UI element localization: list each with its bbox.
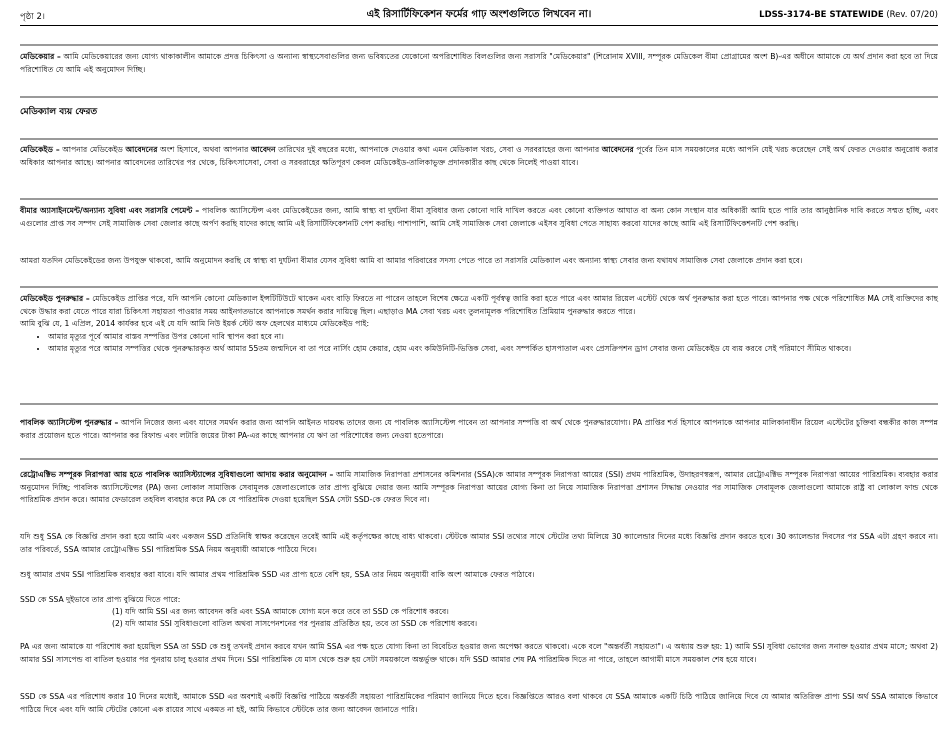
ssi-way-2: (2) যদি আমার SSI সুবিধাগুলো বাতিল অথবা সাসপেনশনের পর পুনরায় প্রতিষ্ঠিত হয়, তবে তা SSD কে পরিশোধ করবে। xyxy=(112,619,478,628)
ssi-heading: রেট্রোএক্টিভ সম্পূরক নিরাপত্তা আয় হতে পাবলিক অ্যাসিস্ট্যান্সের সুবিধাগুলো আদায় করার অনুমোদন – xyxy=(20,470,334,479)
medicaid-heading: মেডিকেইড – xyxy=(20,145,60,154)
medicaid-recovery-list xyxy=(20,331,938,356)
ssi-section xyxy=(20,469,938,507)
medicare-section xyxy=(20,51,938,76)
form-revision: (Rev. 07/20) xyxy=(886,10,938,20)
medicaid-recovery-section xyxy=(20,293,938,356)
divider-ssi xyxy=(20,458,938,460)
insurance-authorization: আমরা যতদিন মেডিকেইডের জন্য উপযুক্ত থাকবো, আমি অনুমোদন করছি যে স্বাস্থ্য বা দুর্ঘটনা বীমার যেসব সুবিধা আমি বা আমার পরিবারের সদস্য পেতে পারে তা সরাসরি মেডিক্যাল এবং অন্যান্য স্বাস্থ্য সেবার জন্য যথাযথ সামাজিক সেবা জেলাকে প্রদান করা হবে। xyxy=(20,256,803,265)
medicare-heading: মেডিকেয়ার – xyxy=(20,52,61,61)
ssi-first-payment-paragraph: শুধু আমার প্রথম SSI পারিশ্রমিক ব্যবহার করা যাবে। যদি আমার প্রথম পারিশ্রমিক SSD এর প্রাপ্য হতে বেশি হয়, SSA তার নিয়ম অনুযায়ী বাকি অংশ আমাকে ফেরত পাঠাবে। xyxy=(20,570,535,579)
ssi-interim-paragraph: PA এর জন্য আমাকে যা পরিশোধ করা হয়েছিল SSA তা SSD কে শুধু তখনই প্রদান করবে যখন আমি SSA এর পক্ষ হতে যোগ্য কিনা তা বিবেচিত হওয়ার জন্য অপেক্ষা করতে থাকবো। একে বলে "অন্তর্বর্তী সহায়তা"। এ অধ্যায় শুরু হয়: 1) আমি SSI সুবিধা ভোগের জন্য সনাক্ত হওয়ার প্রথম মাসে; অথবা 2) আমার SSI সাসপেন্ড বা বাতিল হওয়ার পর পুনরায় চালু হওয়ার প্রথম দিনে। SSI পারিশ্রমিক যে মাস থেকে শুরু হয় সেটা সময়কালে অন্তর্ভুক্ত থাকে। যদি SSD আমার শেষ PA পারিশ্রমিক দিতে না পারে, তাহলে আগামী মাসে সময়কাল শেষ হয়ে যাবে। xyxy=(20,642,938,664)
divider-insurance xyxy=(20,198,938,200)
medicaid-bold-2: আবেদন xyxy=(250,145,276,154)
ssi-way-1: (1) যদি আমি SSI এর জন্য আবেদন করি এবং SSA আমাকে যোগ্য মনে করে তবে তা SSD কে পরিশোধ করবে। xyxy=(112,607,449,616)
page-title: এই রিসার্টিফিকেশন ফর্মের গাঢ় অংশগুলিতে লিখবেন না। xyxy=(366,9,592,20)
list-item: • আমার মৃত্যুর পরে আমার সম্পত্তির থেকে পুনরুদ্ধারকৃত অর্থ আমার 55তম জন্মদিনে বা তা পরে নার্সিং হোম কেয়ার, হোম এবং কমিউনিটি-ভিত্তিক সেবা, এবং সম্পর্কিত হাসপাতাল এবং প্রেসক্রিপশন ড্রাগ সেবার জন্য মেডিকেইড যে ব্যয় করবে সেই পরিমাণে সীমিত থাকবে। xyxy=(48,343,938,356)
medicaid-text-1: আপনার মেডিকেইড xyxy=(62,145,123,154)
insurance-heading: বীমার অ্যাসাইনমেন্ট/অন্যান্য সুবিধা এবং সরাসরি পেমেন্ট – xyxy=(20,206,200,215)
divider-medicare xyxy=(20,44,938,46)
medicaid-text-4: পূর্বের তিন মাস সময়কালের মধ্যে আপনি যেই খরচ করেছেন সেই অর্থ ফেরত দেওয়ার অনুরোধ করার অধিকার আপনার আছে। আপনার আবেদনের তারিখের পর থেকে, চিকিৎসাসেবা, সেবা ও সরবরাহের ক্ষতিপূরণ কেবল মেডিকেইড-তালিকাভুক্ত প্রদানকারীর কাছ থেকে নিলেই পাওয়া যাবে। xyxy=(20,145,939,167)
medicaid-recovery-intro: আমি বুঝি যে, 1 এপ্রিল, 2014 কার্যকর হবে এই যে যদি আমি নিউ ইয়র্ক স্টেট অফ হেলথের মাধ্যমে মেডিকেইড পাই: xyxy=(20,319,370,328)
list-item: • আমার মৃত্যুর পূর্বে আমার বাস্তব সম্পত্তির উপর কোনো দাবি স্থাপন করা হবে না। xyxy=(48,331,938,344)
page-number: পৃষ্ঠা 2। xyxy=(20,12,45,22)
medicaid-recovery-text: মেডিকেইড প্রাপ্তির পরে, যদি আপনি কোনো মেডিক্যাল ইন্সটিটিউটে থাকেন এবং বাড়ি ফিরতে না পারেন তাহলে বিশেষ ক্ষেত্রে একটি পূর্বস্বত্ব জারি করা হতে পারে এবং আমার রিয়েল এস্টেট থেকে অর্থ পুনরুদ্ধার করা হতে পারে। আপনার পক্ষ থেকে পরিশোধিত MA সেই ব্যক্তিদের কাছ থেকে উদ্ধার করা যেতে পারে যারা চিকিৎসা সহায়তা পাওয়ার সময় আইনগতভাবে আপনাকে সমর্থন করার দায়িত্বে ছিল। এছাড়াও MA সেবা খরচ এবং তুলনামূলক পরিশোধিত প্রিমিয়াম পুনরুদ্ধার করতে পারে। xyxy=(20,294,938,316)
divider-medicaid xyxy=(20,138,938,140)
ssi-ways-intro: SSD কে SSA দুইভাবে তার প্রাপ্য বুঝিয়ে দিতে পারে: xyxy=(20,595,181,604)
form-code: LDSS-3174-BE STATEWIDE xyxy=(759,10,884,20)
ssi-notice-paragraph: যদি শুধু SSA কে বিজ্ঞপ্তি প্রদান করা হয়ে আমি এবং একজন SSD প্রতিনিধি স্বাক্ষর করেছেন তবেই আমি এই কর্তৃপক্ষের কাছে বাধ্য থাকবো। স্টেটকে আমার SSI তথ্যের সাথে স্টেটের তথ্য মিলিয়ে 30 ক্যালেন্ডার দিনের মধ্যে বিজ্ঞপ্তি প্রদান করতে হবে। 30 ক্যালেন্ডার দিবসের পর SSA এটা গ্রহণ করবে না। তার পরিবর্তে, SSA আমার রেট্রোএক্টিভ SSI পারিশ্রমিক SSA নিয়ম অনুযায়ী আমাকে পাঠিয়ে দিবে। xyxy=(20,532,939,554)
medicaid-bold-3: আবেদনের xyxy=(601,145,634,154)
form-id xyxy=(759,10,938,20)
pa-recovery-text: আপনি নিজের জন্য এবং যাদের সমর্থন করার জন্য আপনি আইনত দায়বদ্ধ তাদের জন্য যে পাবলিক অ্যাসিস্টেন্স পাবেন তা আপনার সম্পত্তি বা অর্থ থেকে পুনরুদ্ধারযোগ্য। PA প্রাপ্তির শর্ত হিসাবে আপনাকে আপনার মালিকানাধীন রিয়েল এস্টেটের চুক্তিবা বন্ধকীর কাজ সম্পন্ন করার প্রয়োজন হতে পারে। আপনার কর রিফান্ড এবং লটারি জয়ের টাকা PA-এর কাছে আপনার যে ঋণ তা পরিশোধের জন্য নেওয়া হতেপারে। xyxy=(20,418,938,440)
ssi-notice-10-days-paragraph: SSD কে SSA এর পরিশোধ করার 10 দিনের মধ্যেই, আমাকে SSD এর অবশ্যই একটি বিজ্ঞপ্তি পাঠিয়ে অন্তর্বর্তী সহায়তা পারিশ্রমিকের পরিমাণ জানিয়ে দিতে হবে। বিজ্ঞপ্তিতে আরও বলা থাকবে যে SSA আমাকে একটি চিঠি পাঠিয়ে জানিয়ে দিবে যে আমার অতিরিক্ত প্রাপ্য SSI অর্থ SSA আমাকে কিভাবে পাঠিয়ে দিবে এবং যদি আমি স্টেটের কোনো এক রায়ের সাথে একমত না হই, আমি কিভাবে স্টেটকে তার জন্য আবেদন জানাতে পারি। xyxy=(20,692,938,714)
medicaid-bold-1: আবেদনের xyxy=(125,145,158,154)
medicaid-text-3: তারিখের দুই বছরের মধ্যে, আপনাকে দেওয়ার কথা এমন মেডিকাল খরচ, সেবা ও সরবরাহের জন্য আপনার xyxy=(278,145,600,154)
medicaid-section xyxy=(20,144,938,169)
medicare-text: আমি মেডিকেয়ারের জন্য যোগ্য থাকাকালীন আমাকে প্রদত্ত চিকিৎসা ও অন্যান্য স্বাস্থ্যসেবাগুলির জন্য ভবিষ্যতের যেকোনো অপরিশোধিত বিলগুলির জন্য সরাসরি "মেডিকেয়ার" (শিরোনাম XVIII, সম্পূরক মেডিকেল বীমা প্রোগ্রামের অংশ B)-এর অধীনে আমাকে যে অর্থ প্রদান করা হবে তা দিয়ে পরিশোধিত যে আমি এই অনুমোদন দিচ্ছি। xyxy=(20,52,938,74)
divider-medicaid-recovery xyxy=(20,286,938,288)
pa-recovery-heading: পাবলিক অ্যাসিস্টেন্স পুনরুদ্ধার – xyxy=(20,418,119,427)
divider-medical-refund xyxy=(20,96,938,98)
header-divider xyxy=(20,25,938,26)
insurance-section xyxy=(20,205,938,230)
medical-refund-heading: মেডিক্যাল ব্যয় ফেরত xyxy=(20,107,98,117)
medicaid-recovery-heading: মেডিকেইড পুনরুদ্ধার – xyxy=(20,294,90,303)
insurance-text: পাবলিক অ্যাসিস্টেন্স এবং মেডিকেইডের জন্য, আমি স্বাস্থ্য বা দুর্ঘটনা বীমা সুবিধার জন্য কোনো দাবি দাখিল করতে এবং কোনো ব্যক্তিগত আঘাত বা অন্য কোন সংস্থান যার অধিকারী আমি হতে পারি তার আনুষ্ঠানিক দাবি করতে সম্মত হচ্ছি, এবং এগুলোর প্রাপ্ত সব সম্পদ সেই সামাজিক সেবা জেলার কাছে অর্পণ করছি যাদের কাছে আমি এই রিসার্টিফিকেশনটি পেশ করছি। পাশাপাশি, আমি সেই সামাজিক সেবা জেলাকে এইসব সুবিধা পেতে সাহায্য করবো যাদের কাছে আমি এই রিসার্টিফিকেশনটি পেশ করছি। xyxy=(20,206,939,228)
divider-pa-recovery xyxy=(20,403,938,405)
page-header xyxy=(20,6,938,22)
ssi-text: আমি সামাজিক নিরাপত্তা প্রশাসনের কমিশনার (SSA)কে আমার সম্পূরক নিরাপত্তা আয়ের (SSI) প্রথম পারিশ্রমিক, উদাহরণস্বরূপ, আমার রেট্রোএক্টিভ সম্পূরক নিরাপত্তা আয়ের পারিশ্রমিক। ব্যবহার করার অনুমোদন দিচ্ছি; পাবলিক অ্যাসিস্টেন্সের (PA) জন্য লোকাল সামাজিক সেবামূলক জেলাগুলোকে তার প্রাপ্য বুঝিয়ে দেয়ার জন্য আমি সম্পূরক নিরাপত্তা আয়ের যোগ্য কিনা তা নিয়ে সামাজিক নিরাপত্তা প্রশাসন সিদ্ধান্ত নেওয়ার পর সামাজিক সেবামূলক জেলাগুলো আমাকে রাষ্ট্র বা লোকাল ফান্ড থেকে পারিশ্রমিক প্রদান করে। আমার ফেডারেল তহবিল ব্যবহার করে PA কে যে পারিশ্রমিক দেওয়া হয়েছিল SSA সেটা SSD-কে ফেরত দিবে না। xyxy=(20,470,939,504)
pa-recovery-section xyxy=(20,417,938,442)
medicaid-text-2: অংশ হিসাবে, অথবা আপনার xyxy=(160,145,249,154)
